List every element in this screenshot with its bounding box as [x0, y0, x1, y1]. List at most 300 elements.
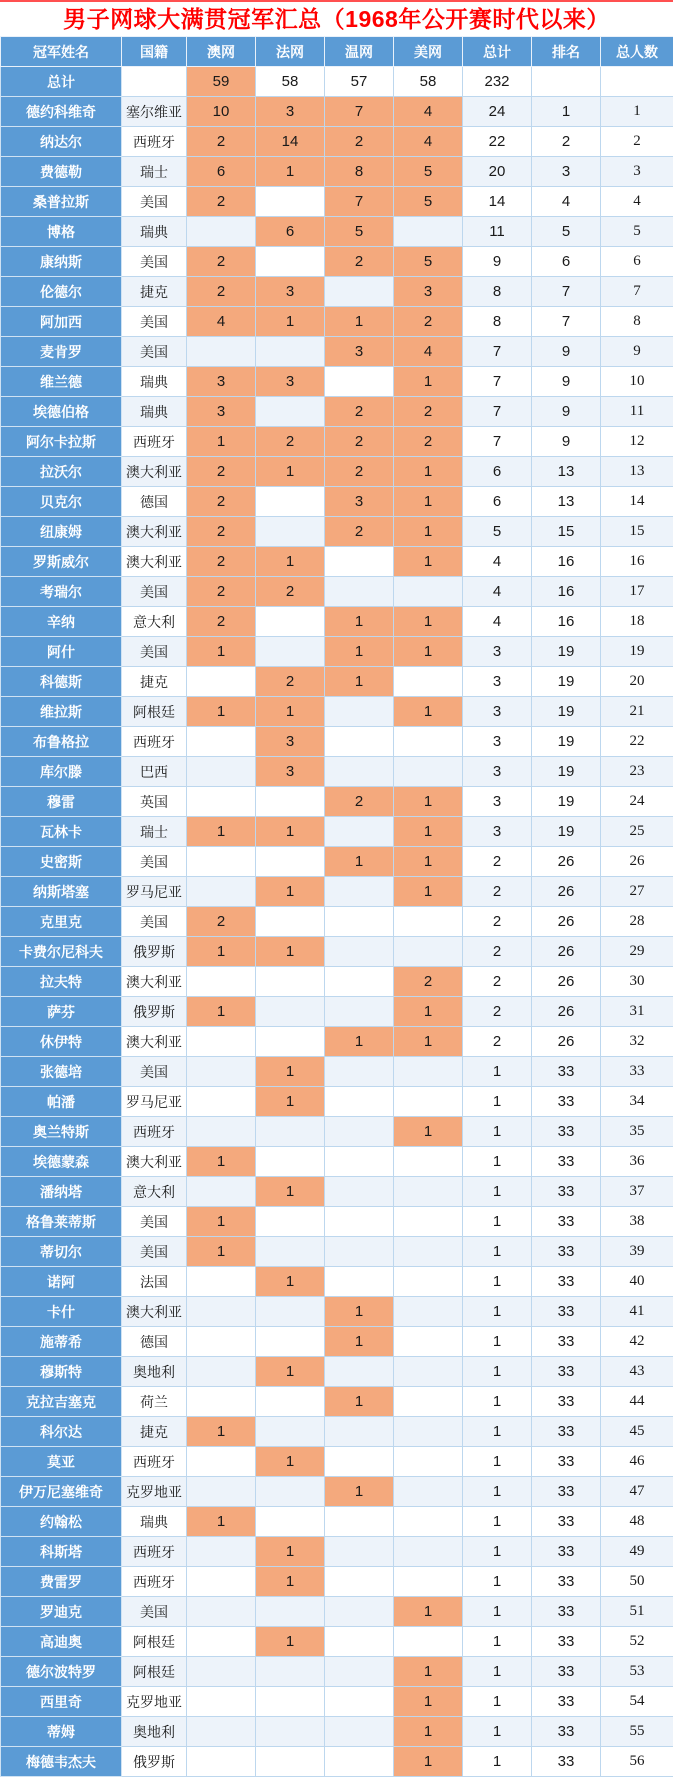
- wimbledon-cell: 1: [325, 637, 394, 667]
- wimbledon-cell: [325, 1177, 394, 1207]
- rank-cell: 19: [532, 787, 601, 817]
- wimbledon-cell: 1: [325, 307, 394, 337]
- player-number-cell: [601, 67, 673, 97]
- player-number-cell: 40: [601, 1267, 673, 1297]
- us-open-cell: 1: [394, 517, 463, 547]
- table-row: [1, 1237, 673, 1267]
- total-cell: 1: [463, 1267, 532, 1297]
- total-cell: 24: [463, 97, 532, 127]
- nationality-cell: 澳大利亚: [122, 457, 187, 487]
- total-cell: 1: [463, 1357, 532, 1387]
- nationality-cell: 美国: [122, 577, 187, 607]
- total-cell: 2: [463, 877, 532, 907]
- rank-cell: 9: [532, 367, 601, 397]
- us-open-cell: 58: [394, 67, 463, 97]
- champion-name-cell: 萨芬: [1, 997, 122, 1027]
- wimbledon-cell: 2: [325, 787, 394, 817]
- us-open-cell: [394, 1507, 463, 1537]
- total-cell: 5: [463, 517, 532, 547]
- french-open-cell: 1: [256, 1567, 325, 1597]
- table-row: [1, 457, 673, 487]
- french-open-cell: [256, 1687, 325, 1717]
- french-open-cell: [256, 1117, 325, 1147]
- champion-name-cell: 伦德尔: [1, 277, 122, 307]
- table-row: [1, 1297, 673, 1327]
- wimbledon-cell: [325, 1267, 394, 1297]
- australian-open-cell: [187, 1117, 256, 1147]
- wimbledon-cell: 1: [325, 667, 394, 697]
- table-row: [1, 1687, 673, 1717]
- champion-name-cell: 麦肯罗: [1, 337, 122, 367]
- wimbledon-cell: [325, 1567, 394, 1597]
- us-open-cell: [394, 217, 463, 247]
- us-open-cell: 2: [394, 307, 463, 337]
- nationality-cell: 瑞典: [122, 397, 187, 427]
- champion-name-cell: 科斯塔: [1, 1537, 122, 1567]
- nationality-cell: 捷克: [122, 1417, 187, 1447]
- table-row: [1, 907, 673, 937]
- total-cell: 1: [463, 1297, 532, 1327]
- us-open-cell: 2: [394, 397, 463, 427]
- rank-cell: 33: [532, 1747, 601, 1777]
- wimbledon-cell: 3: [325, 487, 394, 517]
- rank-cell: 4: [532, 187, 601, 217]
- us-open-cell: [394, 1357, 463, 1387]
- player-number-cell: 12: [601, 427, 673, 457]
- french-open-cell: [256, 1597, 325, 1627]
- table-row: [1, 1207, 673, 1237]
- player-number-cell: 14: [601, 487, 673, 517]
- rank-cell: 19: [532, 697, 601, 727]
- french-open-cell: [256, 1477, 325, 1507]
- total-cell: 3: [463, 637, 532, 667]
- rank-cell: 33: [532, 1267, 601, 1297]
- player-number-cell: 28: [601, 907, 673, 937]
- total-cell: 232: [463, 67, 532, 97]
- us-open-cell: [394, 1057, 463, 1087]
- nationality-cell: 美国: [122, 1597, 187, 1627]
- table-row: [1, 1747, 673, 1777]
- total-cell: 1: [463, 1087, 532, 1117]
- champion-name-cell: 桑普拉斯: [1, 187, 122, 217]
- champion-name-cell: 帕潘: [1, 1087, 122, 1117]
- rank-cell: 33: [532, 1567, 601, 1597]
- nationality-cell: 奥地利: [122, 1357, 187, 1387]
- player-number-cell: 36: [601, 1147, 673, 1177]
- australian-open-cell: [187, 1627, 256, 1657]
- french-open-cell: [256, 1657, 325, 1687]
- total-cell: 20: [463, 157, 532, 187]
- champion-name-cell: 施蒂希: [1, 1327, 122, 1357]
- french-open-cell: 1: [256, 937, 325, 967]
- french-open-cell: [256, 787, 325, 817]
- us-open-cell: 4: [394, 97, 463, 127]
- rank-cell: 26: [532, 967, 601, 997]
- nationality-cell: 西班牙: [122, 1447, 187, 1477]
- total-cell: 1: [463, 1327, 532, 1357]
- champion-name-cell: 总计: [1, 67, 122, 97]
- wimbledon-cell: 2: [325, 397, 394, 427]
- nationality-cell: 瑞典: [122, 217, 187, 247]
- nationality-cell: 美国: [122, 307, 187, 337]
- rank-cell: 26: [532, 847, 601, 877]
- table-row: [1, 1627, 673, 1657]
- column-header-wimbledon: 温网: [325, 37, 394, 67]
- australian-open-cell: [187, 1027, 256, 1057]
- player-number-cell: 48: [601, 1507, 673, 1537]
- nationality-cell: 西班牙: [122, 1567, 187, 1597]
- table-row: [1, 427, 673, 457]
- us-open-cell: 1: [394, 1597, 463, 1627]
- wimbledon-cell: [325, 1057, 394, 1087]
- french-open-cell: 1: [256, 1447, 325, 1477]
- player-number-cell: 9: [601, 337, 673, 367]
- table-row: [1, 217, 673, 247]
- wimbledon-cell: [325, 1747, 394, 1777]
- player-number-cell: 41: [601, 1297, 673, 1327]
- player-number-cell: 50: [601, 1567, 673, 1597]
- table-row: [1, 127, 673, 157]
- french-open-cell: 1: [256, 547, 325, 577]
- french-open-cell: 3: [256, 367, 325, 397]
- table-row: [1, 1477, 673, 1507]
- player-number-cell: 15: [601, 517, 673, 547]
- nationality-cell: 巴西: [122, 757, 187, 787]
- champion-name-cell: 阿加西: [1, 307, 122, 337]
- rank-cell: 19: [532, 727, 601, 757]
- french-open-cell: [256, 1327, 325, 1357]
- us-open-cell: [394, 1627, 463, 1657]
- french-open-cell: 1: [256, 157, 325, 187]
- rank-cell: 33: [532, 1537, 601, 1567]
- wimbledon-cell: [325, 1657, 394, 1687]
- nationality-cell: 澳大利亚: [122, 517, 187, 547]
- player-number-cell: 16: [601, 547, 673, 577]
- champion-name-cell: 蒂姆: [1, 1717, 122, 1747]
- australian-open-cell: [187, 787, 256, 817]
- rank-cell: 33: [532, 1657, 601, 1687]
- french-open-cell: [256, 1747, 325, 1777]
- total-cell: 2: [463, 997, 532, 1027]
- champion-name-cell: 埃德蒙森: [1, 1147, 122, 1177]
- total-cell: 3: [463, 817, 532, 847]
- champion-name-cell: 克里克: [1, 907, 122, 937]
- french-open-cell: [256, 1237, 325, 1267]
- us-open-cell: [394, 1087, 463, 1117]
- champion-name-cell: 纳斯塔塞: [1, 877, 122, 907]
- us-open-cell: [394, 1447, 463, 1477]
- rank-cell: 33: [532, 1477, 601, 1507]
- nationality-cell: 德国: [122, 1327, 187, 1357]
- nationality-cell: 克罗地亚: [122, 1477, 187, 1507]
- australian-open-cell: [187, 1477, 256, 1507]
- table-row: [1, 1327, 673, 1357]
- wimbledon-cell: [325, 817, 394, 847]
- french-open-cell: [256, 1717, 325, 1747]
- nationality-cell: 美国: [122, 247, 187, 277]
- australian-open-cell: [187, 1597, 256, 1627]
- wimbledon-cell: [325, 997, 394, 1027]
- us-open-cell: 1: [394, 1117, 463, 1147]
- champion-name-cell: 罗迪克: [1, 1597, 122, 1627]
- champion-name-cell: 蒂切尔: [1, 1237, 122, 1267]
- table-row: [1, 157, 673, 187]
- rank-cell: 33: [532, 1627, 601, 1657]
- rank-cell: 15: [532, 517, 601, 547]
- total-cell: 3: [463, 667, 532, 697]
- australian-open-cell: [187, 1687, 256, 1717]
- champion-name-cell: 史密斯: [1, 847, 122, 877]
- us-open-cell: [394, 1387, 463, 1417]
- table-row: [1, 847, 673, 877]
- champion-name-cell: 科德斯: [1, 667, 122, 697]
- rank-cell: 33: [532, 1177, 601, 1207]
- australian-open-cell: 2: [187, 187, 256, 217]
- page-title: 男子网球大满贯冠军汇总（1968年公开赛时代以来）: [0, 0, 673, 36]
- column-header-player-number: 总人数: [601, 37, 673, 67]
- wimbledon-cell: [325, 1357, 394, 1387]
- total-cell: 4: [463, 547, 532, 577]
- table-row: [1, 487, 673, 517]
- champion-name-cell: 阿尔卡拉斯: [1, 427, 122, 457]
- nationality-cell: 美国: [122, 847, 187, 877]
- nationality-cell: 罗马尼亚: [122, 877, 187, 907]
- nationality-cell: 荷兰: [122, 1387, 187, 1417]
- french-open-cell: 1: [256, 457, 325, 487]
- total-cell: 7: [463, 397, 532, 427]
- french-open-cell: [256, 1417, 325, 1447]
- player-number-cell: 21: [601, 697, 673, 727]
- french-open-cell: [256, 847, 325, 877]
- player-number-cell: 47: [601, 1477, 673, 1507]
- champion-name-cell: 纳达尔: [1, 127, 122, 157]
- champion-name-cell: 西里奇: [1, 1687, 122, 1717]
- french-open-cell: 2: [256, 667, 325, 697]
- wimbledon-cell: 2: [325, 127, 394, 157]
- total-cell: 1: [463, 1237, 532, 1267]
- australian-open-cell: [187, 1267, 256, 1297]
- rank-cell: [532, 67, 601, 97]
- total-cell: 3: [463, 787, 532, 817]
- player-number-cell: 43: [601, 1357, 673, 1387]
- wimbledon-cell: [325, 1087, 394, 1117]
- australian-open-cell: 1: [187, 637, 256, 667]
- player-number-cell: 54: [601, 1687, 673, 1717]
- rank-cell: 19: [532, 817, 601, 847]
- french-open-cell: 1: [256, 1057, 325, 1087]
- table-row: [1, 517, 673, 547]
- australian-open-cell: [187, 847, 256, 877]
- rank-cell: 9: [532, 397, 601, 427]
- wimbledon-cell: [325, 577, 394, 607]
- total-cell: 1: [463, 1117, 532, 1147]
- champion-name-cell: 科尔达: [1, 1417, 122, 1447]
- champion-name-cell: 考瑞尔: [1, 577, 122, 607]
- rank-cell: 16: [532, 577, 601, 607]
- player-number-cell: 11: [601, 397, 673, 427]
- total-cell: 4: [463, 607, 532, 637]
- australian-open-cell: [187, 1567, 256, 1597]
- rank-cell: 5: [532, 217, 601, 247]
- rank-cell: 33: [532, 1117, 601, 1147]
- french-open-cell: [256, 337, 325, 367]
- total-cell: 6: [463, 457, 532, 487]
- wimbledon-cell: 1: [325, 607, 394, 637]
- french-open-cell: 1: [256, 1177, 325, 1207]
- french-open-cell: 2: [256, 427, 325, 457]
- australian-open-cell: [187, 1657, 256, 1687]
- table-row: [1, 1357, 673, 1387]
- nationality-cell: 罗马尼亚: [122, 1087, 187, 1117]
- australian-open-cell: 59: [187, 67, 256, 97]
- total-cell: 1: [463, 1627, 532, 1657]
- champion-name-cell: 维拉斯: [1, 697, 122, 727]
- player-number-cell: 1: [601, 97, 673, 127]
- champion-name-cell: 博格: [1, 217, 122, 247]
- player-number-cell: 5: [601, 217, 673, 247]
- us-open-cell: 1: [394, 697, 463, 727]
- player-number-cell: 13: [601, 457, 673, 487]
- player-number-cell: 7: [601, 277, 673, 307]
- total-cell: 2: [463, 937, 532, 967]
- table-header-row: [1, 37, 673, 67]
- rank-cell: 26: [532, 877, 601, 907]
- champion-name-cell: 诺阿: [1, 1267, 122, 1297]
- wimbledon-cell: [325, 937, 394, 967]
- champion-name-cell: 贝克尔: [1, 487, 122, 517]
- australian-open-cell: 6: [187, 157, 256, 187]
- us-open-cell: 1: [394, 637, 463, 667]
- total-cell: 1: [463, 1567, 532, 1597]
- us-open-cell: 5: [394, 187, 463, 217]
- wimbledon-cell: [325, 367, 394, 397]
- nationality-cell: 德国: [122, 487, 187, 517]
- us-open-cell: [394, 1267, 463, 1297]
- wimbledon-cell: [325, 1717, 394, 1747]
- champion-name-cell: 潘纳塔: [1, 1177, 122, 1207]
- french-open-cell: [256, 1297, 325, 1327]
- australian-open-cell: [187, 1327, 256, 1357]
- champion-name-cell: 维兰德: [1, 367, 122, 397]
- champion-name-cell: 辛纳: [1, 607, 122, 637]
- australian-open-cell: [187, 667, 256, 697]
- us-open-cell: 2: [394, 427, 463, 457]
- total-cell: 1: [463, 1057, 532, 1087]
- champion-name-cell: 拉沃尔: [1, 457, 122, 487]
- australian-open-cell: [187, 1057, 256, 1087]
- wimbledon-cell: 2: [325, 517, 394, 547]
- column-header-french-open: 法网: [256, 37, 325, 67]
- column-header-nationality: 国籍: [122, 37, 187, 67]
- player-number-cell: 17: [601, 577, 673, 607]
- us-open-cell: [394, 1537, 463, 1567]
- player-number-cell: 32: [601, 1027, 673, 1057]
- total-cell: 14: [463, 187, 532, 217]
- rank-cell: 33: [532, 1147, 601, 1177]
- australian-open-cell: 1: [187, 817, 256, 847]
- french-open-cell: 1: [256, 307, 325, 337]
- total-cell: 4: [463, 577, 532, 607]
- total-cell: 11: [463, 217, 532, 247]
- australian-open-cell: [187, 1357, 256, 1387]
- nationality-cell: 澳大利亚: [122, 547, 187, 577]
- player-number-cell: 56: [601, 1747, 673, 1777]
- us-open-cell: [394, 1147, 463, 1177]
- us-open-cell: 4: [394, 337, 463, 367]
- us-open-cell: [394, 907, 463, 937]
- french-open-cell: [256, 247, 325, 277]
- nationality-cell: 瑞士: [122, 817, 187, 847]
- french-open-cell: [256, 1027, 325, 1057]
- total-cell: 1: [463, 1717, 532, 1747]
- wimbledon-cell: 1: [325, 1387, 394, 1417]
- us-open-cell: 4: [394, 127, 463, 157]
- rank-cell: 6: [532, 247, 601, 277]
- table-row: [1, 1117, 673, 1147]
- french-open-cell: 1: [256, 1627, 325, 1657]
- rank-cell: 33: [532, 1687, 601, 1717]
- rank-cell: 26: [532, 1027, 601, 1057]
- column-header-australian-open: 澳网: [187, 37, 256, 67]
- wimbledon-cell: [325, 1147, 394, 1177]
- player-number-cell: 20: [601, 667, 673, 697]
- australian-open-cell: 2: [187, 907, 256, 937]
- rank-cell: 3: [532, 157, 601, 187]
- player-number-cell: 3: [601, 157, 673, 187]
- us-open-cell: 1: [394, 847, 463, 877]
- us-open-cell: [394, 577, 463, 607]
- australian-open-cell: 3: [187, 397, 256, 427]
- rank-cell: 33: [532, 1507, 601, 1537]
- australian-open-cell: 10: [187, 97, 256, 127]
- column-header-rank: 排名: [532, 37, 601, 67]
- player-number-cell: 25: [601, 817, 673, 847]
- rank-cell: 13: [532, 487, 601, 517]
- french-open-cell: [256, 997, 325, 1027]
- us-open-cell: [394, 1477, 463, 1507]
- nationality-cell: 克罗地亚: [122, 1687, 187, 1717]
- table-row: [1, 1447, 673, 1477]
- champion-name-cell: 格鲁莱蒂斯: [1, 1207, 122, 1237]
- wimbledon-cell: [325, 547, 394, 577]
- champion-name-cell: 约翰松: [1, 1507, 122, 1537]
- french-open-cell: [256, 1147, 325, 1177]
- champion-name-cell: 卡费尔尼科夫: [1, 937, 122, 967]
- us-open-cell: 1: [394, 607, 463, 637]
- nationality-cell: 意大利: [122, 607, 187, 637]
- french-open-cell: [256, 397, 325, 427]
- french-open-cell: 1: [256, 1087, 325, 1117]
- australian-open-cell: 2: [187, 517, 256, 547]
- nationality-cell: 西班牙: [122, 727, 187, 757]
- table-row: [1, 1387, 673, 1417]
- champion-name-cell: 穆斯特: [1, 1357, 122, 1387]
- wimbledon-cell: 2: [325, 457, 394, 487]
- champion-name-cell: 康纳斯: [1, 247, 122, 277]
- nationality-cell: 澳大利亚: [122, 967, 187, 997]
- rank-cell: 33: [532, 1237, 601, 1267]
- nationality-cell: 英国: [122, 787, 187, 817]
- total-row: [1, 67, 673, 97]
- total-cell: 1: [463, 1687, 532, 1717]
- player-number-cell: 8: [601, 307, 673, 337]
- total-cell: 3: [463, 757, 532, 787]
- rank-cell: 26: [532, 907, 601, 937]
- us-open-cell: [394, 1327, 463, 1357]
- australian-open-cell: 1: [187, 1147, 256, 1177]
- french-open-cell: 3: [256, 727, 325, 757]
- rank-cell: 19: [532, 667, 601, 697]
